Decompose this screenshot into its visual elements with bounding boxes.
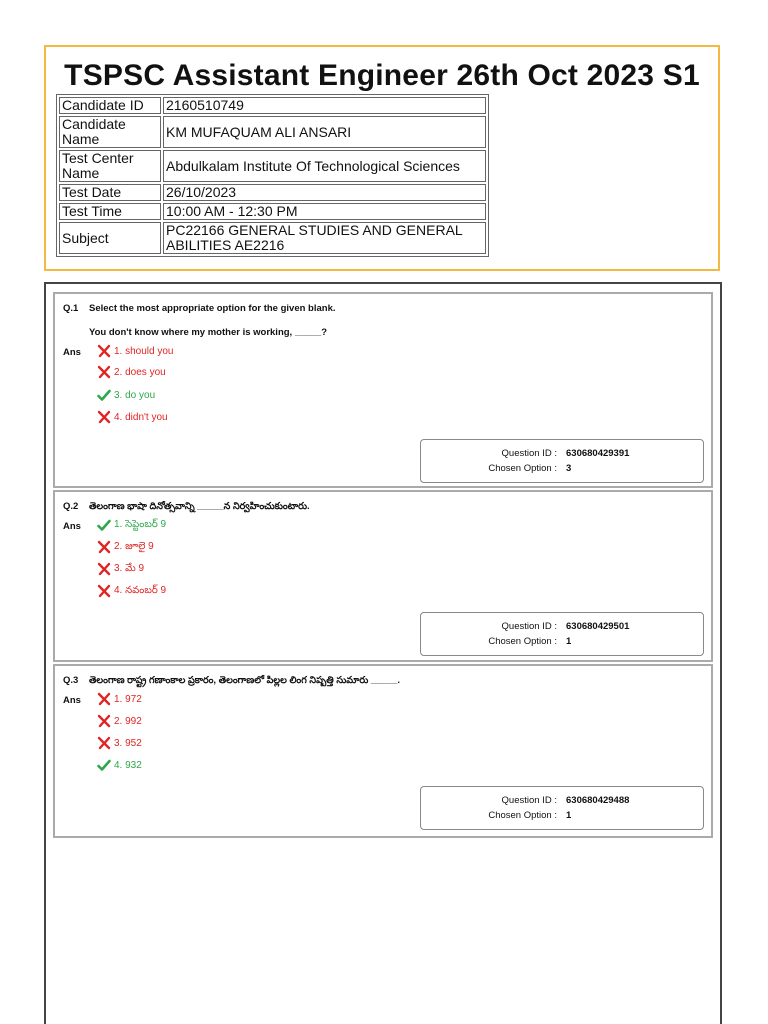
chosen-option-value: 1 <box>566 636 572 647</box>
option-3 <box>97 562 144 576</box>
question-id-label: Question ID : <box>501 448 557 459</box>
cross-icon <box>97 410 111 424</box>
option-4 <box>97 410 168 424</box>
question-text-line-2: You don't know where my mother is working, _____? <box>89 327 328 338</box>
option-label: 2. 992 <box>114 715 142 727</box>
test-date-value: 26/10/2023 <box>163 184 486 201</box>
ans-label: Ans <box>63 521 81 532</box>
question-number: Q.3 <box>63 675 79 686</box>
option-1 <box>97 692 142 706</box>
option-3 <box>97 388 155 402</box>
table-row <box>59 222 486 254</box>
option-4 <box>97 758 142 772</box>
question-meta-box <box>420 439 704 483</box>
cross-icon <box>97 540 111 554</box>
option-label: 1. సెప్టెంబర్ 9 <box>114 519 167 530</box>
check-icon <box>97 388 111 402</box>
option-2 <box>97 540 154 554</box>
page-title: TSPSC Assistant Engineer 26th Oct 2023 S1 <box>64 59 700 92</box>
chosen-option-value: 1 <box>566 810 572 821</box>
table-row <box>59 150 486 182</box>
option-1 <box>97 518 166 532</box>
question-number: Q.1 <box>63 303 79 314</box>
subject-value: PC22166 GENERAL STUDIES AND GENERAL ABILITIES AE2216 <box>163 222 486 254</box>
test-center-value: Abdulkalam Institute Of Technological Sciences <box>163 150 486 182</box>
cross-icon <box>97 692 111 706</box>
table-row <box>59 97 486 114</box>
option-label: 1. 972 <box>114 693 142 705</box>
cross-icon <box>97 584 111 598</box>
ans-label: Ans <box>63 347 81 358</box>
option-label: 1. should you <box>114 345 174 357</box>
question-id-value: 630680429501 <box>566 621 630 632</box>
chosen-option-label: Chosen Option : <box>488 636 557 647</box>
cross-icon <box>97 365 111 379</box>
table-row <box>59 184 486 201</box>
question-id-label: Question ID : <box>501 795 557 806</box>
test-center-label: Test Center Name <box>59 150 161 182</box>
cross-icon <box>97 562 111 576</box>
question-meta-box <box>420 786 704 830</box>
cross-icon <box>97 344 111 358</box>
test-time-label: Test Time <box>59 203 161 220</box>
question-text: తెలంగాణ భాషా దినోత్సవాన్ని _____న నిర్వహించుకుంటారు. <box>89 501 310 512</box>
test-date-label: Test Date <box>59 184 161 201</box>
question-panel-3 <box>53 664 713 838</box>
option-1 <box>97 344 174 358</box>
candidate-name-value: KM MUFAQUAM ALI ANSARI <box>163 116 486 148</box>
candidate-id-label: Candidate ID <box>59 97 161 114</box>
question-panel-2 <box>53 490 713 662</box>
option-label: 4. didn't you <box>114 411 168 423</box>
option-2 <box>97 714 142 728</box>
cross-icon <box>97 714 111 728</box>
candidate-id-value: 2160510749 <box>163 97 486 114</box>
candidate-info-table <box>56 94 489 257</box>
table-row <box>59 203 486 220</box>
option-label: 3. 952 <box>114 737 142 749</box>
candidate-name-label: Candidate Name <box>59 116 161 148</box>
check-icon <box>97 518 111 532</box>
option-label: 3. మే 9 <box>114 563 145 574</box>
question-id-value: 630680429391 <box>566 448 630 459</box>
option-2 <box>97 365 166 379</box>
option-label: 4. నవంబర్ 9 <box>114 585 167 596</box>
question-text: Select the most appropriate option for the given blank. <box>89 303 336 314</box>
test-time-value: 10:00 AM - 12:30 PM <box>163 203 486 220</box>
option-label: 2. జూలై 9 <box>114 541 154 552</box>
candidate-header <box>44 45 720 271</box>
question-id-label: Question ID : <box>501 621 557 632</box>
chosen-option-label: Chosen Option : <box>488 463 557 474</box>
option-label: 3. do you <box>114 389 156 401</box>
ans-label: Ans <box>63 695 81 706</box>
option-3 <box>97 736 142 750</box>
question-number: Q.2 <box>63 501 79 512</box>
question-meta-box <box>420 612 704 656</box>
question-text: తెలంగాణ రాష్ట్ర గణాంకాల ప్రకారం, తెలంగాణలో పిల్లల లింగ నిష్పత్తి సుమారు _____. <box>89 675 401 686</box>
option-label: 4. 932 <box>114 759 142 771</box>
subject-label: Subject <box>59 222 161 254</box>
question-id-value: 630680429488 <box>566 795 630 806</box>
chosen-option-value: 3 <box>566 463 572 474</box>
question-panel-1 <box>53 292 713 488</box>
chosen-option-label: Chosen Option : <box>488 810 557 821</box>
check-icon <box>97 758 111 772</box>
cross-icon <box>97 736 111 750</box>
table-row <box>59 116 486 148</box>
option-label: 2. does you <box>114 366 166 378</box>
option-4 <box>97 584 166 598</box>
